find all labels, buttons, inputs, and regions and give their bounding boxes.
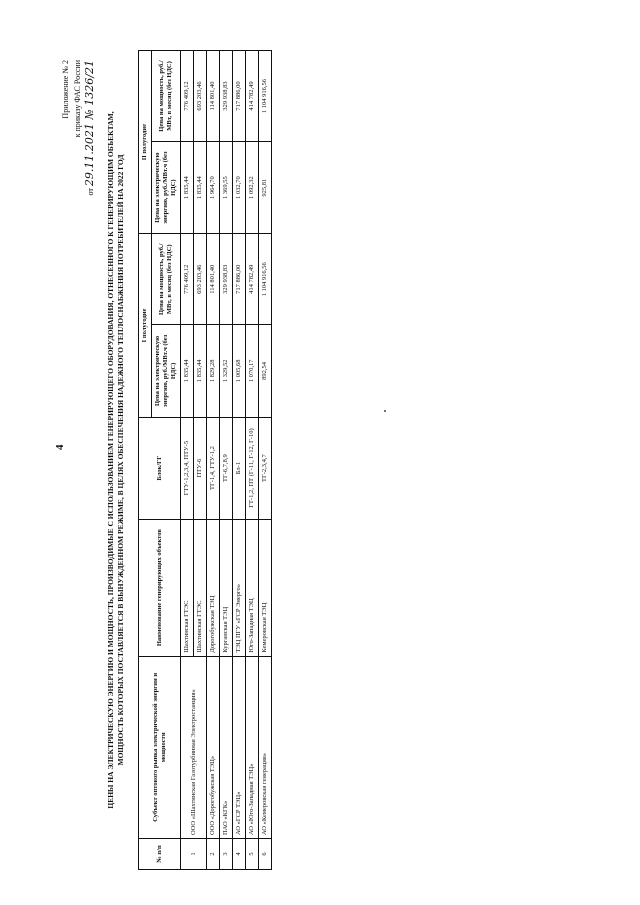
header-half-2: II полугодие <box>139 51 152 234</box>
cell-no: 5 <box>246 839 259 870</box>
cell-no: 3 <box>220 839 233 870</box>
table-row <box>233 51 246 870</box>
cell-capacity-price-1: 693 203,46 <box>194 234 207 325</box>
header-block: Блок/ГГ <box>139 417 181 519</box>
table-row <box>259 51 272 870</box>
cell-object: Шахтинская ГТЭС <box>194 519 207 656</box>
cell-energy-price-1: 1 835,44 <box>181 325 194 417</box>
cell-capacity-price-1: 329 938,83 <box>220 234 233 325</box>
annex-line-3 <box>84 60 97 195</box>
cell-block: ТГ-2,3,4,7 <box>259 417 272 519</box>
header-capacity-price-1: Цена на мощность, руб./МВт, в месяц (без НДС) <box>152 234 181 325</box>
cell-object: Дорогобужская ТЭЦ <box>207 519 220 656</box>
cell-block: ТГ-6,7,8,9 <box>220 417 233 519</box>
cell-subject: АО «Кемеровская генерация» <box>259 656 272 838</box>
cell-no: 4 <box>233 839 246 870</box>
cell-block: ПТУ-6 <box>194 417 207 519</box>
cell-energy-price-2: 1 092,32 <box>246 141 259 233</box>
page-number: 4 <box>54 444 66 450</box>
cell-capacity-price-1: 414 782,49 <box>246 234 259 325</box>
cell-capacity-price-1: 1 104 916,56 <box>259 234 272 325</box>
cell-capacity-price-2: 717 886,00 <box>233 51 246 142</box>
handwritten-order-number: 29.11.2021 № 1326/21 <box>83 60 96 187</box>
cell-subject: ООО «Дорогобужская ТЭЦ» <box>207 656 220 838</box>
header-no: № п/п <box>139 839 181 870</box>
cell-capacity-price-2: 414 782,49 <box>246 51 259 142</box>
cell-energy-price-1: 892,54 <box>259 325 272 417</box>
cell-energy-price-2: 1 964,70 <box>207 141 220 233</box>
header-energy-price-1: Цена на электрическую энергию, руб./МВт.ч (без НДС) <box>152 325 181 417</box>
cell-capacity-price-2: 329 938,83 <box>220 51 233 142</box>
cell-subject: ООО «Шахтинская Газотурбинная Электростанция» <box>181 656 207 838</box>
cell-object: Юго-Западная ТЭЦ <box>246 519 259 656</box>
cell-energy-price-1: 1 005,68 <box>233 325 246 417</box>
header-energy-price-2: Цена на электрическую энергию, руб./МВт.ч (без НДС) <box>152 141 181 233</box>
cell-object: Кемеровская ТЭЦ <box>259 519 272 656</box>
cell-no: 6 <box>259 839 272 870</box>
cell-object: ТЭЦ ПГУ «ГСР Энерго» <box>233 519 246 656</box>
cell-capacity-price-1: 114 801,40 <box>207 234 220 325</box>
cell-capacity-price-1: 717 886,00 <box>233 234 246 325</box>
cell-subject: АО «ГСР ТЭЦ» <box>233 656 246 838</box>
header-half-1: I полугодие <box>139 234 152 417</box>
header-subject: Субъект оптового рынка электрической энергии и мощности <box>139 656 181 838</box>
cell-energy-price-2: 1 032,70 <box>233 141 246 233</box>
cell-energy-price-2: 1 835,44 <box>181 141 194 233</box>
cell-block: ГТ-1,2, ПТ (Г-11, Г-12, Г-10) <box>246 417 259 519</box>
annex-line-2: к приказу ФАС России <box>73 60 82 138</box>
table-row <box>246 51 259 870</box>
table-row <box>181 51 194 870</box>
cell-subject: ПАО «КГК» <box>220 656 233 838</box>
rotated-document-sheet <box>60 50 580 870</box>
cell-object: Курганская ТЭЦ <box>220 519 233 656</box>
cell-block: ТГ-1,4, ГТУ-1,2 <box>207 417 220 519</box>
cell-capacity-price-2: 693 203,46 <box>194 51 207 142</box>
document-title: ЦЕНЫ НА ЭЛЕКТРИЧЕСКУЮ ЭНЕРГИЮ И МОЩНОСТЬ, ПРОИЗВОДИМЫЕ С ИСПОЛЬЗОВАНИЕМ ГЕНЕРИРУЮЩЕГО ОБОРУДОВАНИЯ, ОТНЕСЕННОГО К ГЕНЕРИРУЮЩИМ ОБЪЕКТАМ, МОЩНОСТЬ КОТОРЫХ ПОСТАВЛЯЕТСЯ В ВЫНУЖДЕННОМ РЕЖИМЕ, В ЦЕЛЯХ ОБЕСПЕЧЕНИЯ НАДЕЖНОГО ТЕПЛОСНАБЖЕНИЯ ПОТРЕБИТЕЛЕЙ НА 2022 ГОД <box>106 111 125 809</box>
header-capacity-price-2: Цена на мощность, руб./МВт, в месяц (без НДС) <box>152 51 181 142</box>
annex-date-prefix: от <box>86 188 95 196</box>
cell-object: Шахтинская ГТЭС <box>181 519 194 656</box>
annex-header <box>60 60 97 195</box>
cell-block: ГТУ-1,2,3,4, ПТУ-5 <box>181 417 194 519</box>
header-object: Наименование генерирующих объектов <box>139 519 181 656</box>
cell-energy-price-1: 1 835,44 <box>194 325 207 417</box>
cell-block: Бл-1 <box>233 417 246 519</box>
table-row <box>220 51 233 870</box>
prices-table <box>138 50 272 870</box>
cell-capacity-price-1: 776 409,12 <box>181 234 194 325</box>
cell-subject: АО «Юго-Западная ТЭЦ» <box>246 656 259 838</box>
cell-energy-price-1: 1 829,28 <box>207 325 220 417</box>
cell-energy-price-2: 1 835,44 <box>194 141 207 233</box>
cell-energy-price-1: 1 070,17 <box>246 325 259 417</box>
table-row <box>207 51 220 870</box>
cell-capacity-price-2: 1 104 916,56 <box>259 51 272 142</box>
cell-energy-price-2: 1 369,55 <box>220 141 233 233</box>
cell-capacity-price-2: 114 801,40 <box>207 51 220 142</box>
cell-no: 1 <box>181 839 207 870</box>
cell-energy-price-2: 925,81 <box>259 141 272 233</box>
cell-capacity-price-2: 776 409,12 <box>181 51 194 142</box>
cell-energy-price-1: 1 329,52 <box>220 325 233 417</box>
annex-line-1: Приложение № 2 <box>61 60 70 119</box>
cell-no: 2 <box>207 839 220 870</box>
